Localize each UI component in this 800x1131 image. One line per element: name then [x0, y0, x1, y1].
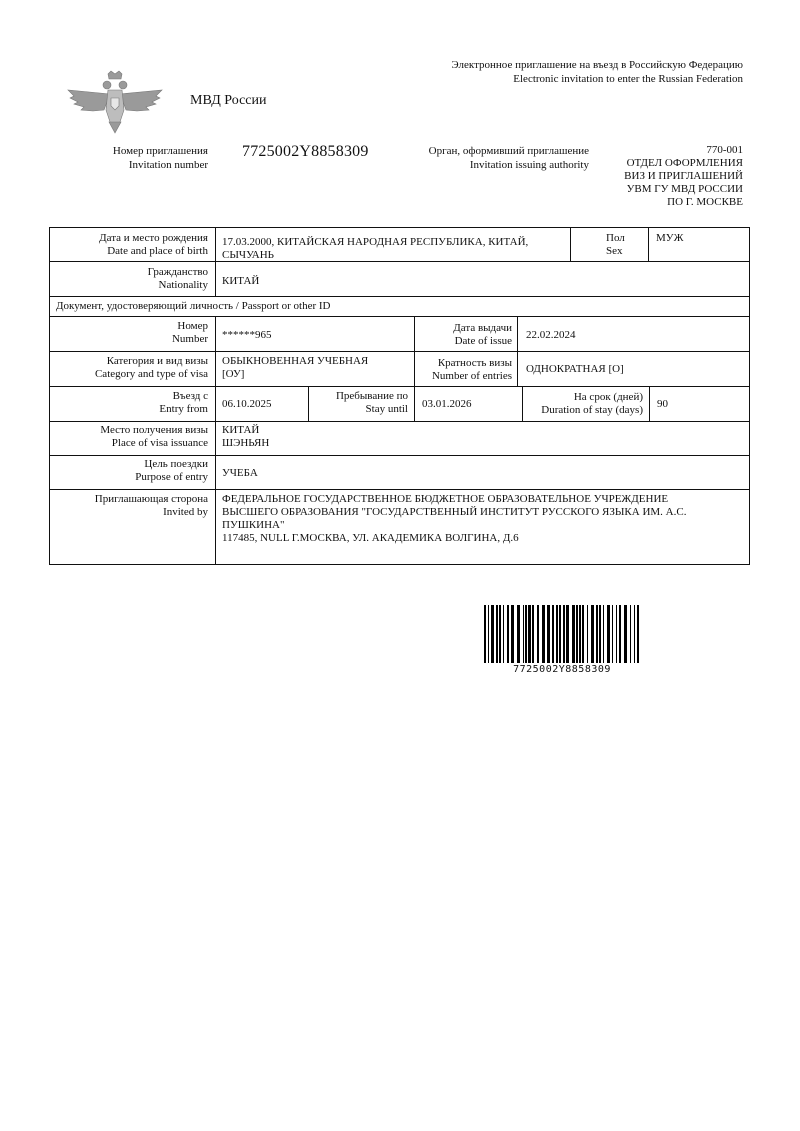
visa-type-value-line-1: ОБЫКНОВЕННАЯ УЧЕБНАЯ: [222, 355, 369, 367]
invited-by-value-line-2: ВЫСШЕГО ОБРАЗОВАНИЯ "ГОСУДАРСТВЕННЫЙ ИНСТИТУТ РУССКОГО ЯЗЫКА ИМ. А.С.: [222, 506, 687, 518]
duration-label-ru: На срок (дней): [573, 391, 643, 403]
visa-place-value-line-2: ШЭНЬЯН: [222, 437, 270, 449]
entry-from-label: [50, 390, 208, 416]
row-divider: [50, 421, 749, 422]
stay-until-label: [310, 390, 408, 416]
visa-place-label-ru: Место получения визы: [100, 424, 208, 436]
column-divider: [414, 386, 415, 421]
authority-line-4: ПО Г. МОСКВЕ: [667, 196, 743, 208]
authority-line-1: ОТДЕЛ ОФОРМЛЕНИЯ: [626, 157, 743, 169]
row-divider: [50, 489, 749, 490]
birth-value-line-1: 17.03.2000, КИТАЙСКАЯ НАРОДНАЯ РЕСПУБЛИКА, КИТАЙ,: [222, 236, 529, 248]
agency-name: МВД России: [190, 93, 267, 108]
column-divider: [570, 228, 571, 261]
issuing-authority-value: [624, 144, 743, 209]
column-divider: [649, 386, 650, 421]
stay-until-label-en: Stay until: [365, 403, 408, 415]
sex-label: [606, 232, 625, 258]
issuing-authority-label: [400, 144, 589, 172]
visa-type-value-line-2: [ОУ]: [222, 368, 245, 380]
issuing-authority-label-en: Invitation issuing authority: [469, 159, 589, 171]
invited-by-label: [50, 493, 208, 519]
nationality-label: [50, 266, 208, 292]
entry-from-value: 06.10.2025: [222, 398, 272, 410]
issue-date-value: 22.02.2024: [526, 329, 576, 341]
issue-date-label-en: Date of issue: [454, 335, 512, 347]
visa-type-value: [222, 355, 368, 381]
row-divider: [50, 386, 749, 387]
invitation-number-label-en: Invitation number: [128, 159, 208, 171]
invitation-number: 7725002Y8858309: [242, 143, 369, 160]
column-divider: [517, 316, 518, 386]
entry-from-label-en: Entry from: [159, 403, 208, 415]
invited-by-value-line-1: ФЕДЕРАЛЬНОЕ ГОСУДАРСТВЕННОЕ БЮДЖЕТНОЕ ОБРАЗОВАТЕЛЬНОЕ УЧРЕЖДЕНИЕ: [222, 493, 669, 505]
birth-label-ru: Дата и место рождения: [99, 232, 208, 244]
visa-type-label: [50, 355, 208, 381]
visa-type-label-ru: Категория и вид визы: [106, 355, 208, 367]
stay-until-value: 03.01.2026: [422, 398, 472, 410]
duration-value: 90: [657, 398, 668, 410]
invited-by-value-line-3: ПУШКИНА": [222, 519, 285, 531]
passport-number-value: ******965: [222, 329, 272, 341]
passport-number-label-ru: Номер: [177, 320, 208, 332]
sex-value: МУЖ: [656, 232, 684, 244]
birth-label-en: Date and place of birth: [107, 245, 208, 257]
document-section-title: Документ, удостоверяющий личность / Passport or other ID: [56, 300, 331, 312]
row-divider: [50, 351, 749, 352]
double-headed-eagle-emblem-icon: [66, 70, 164, 134]
row-divider: [50, 296, 749, 297]
purpose-label-ru: Цель поездки: [144, 458, 208, 470]
entries-label-en: Number of entries: [431, 370, 512, 382]
nationality-value: КИТАЙ: [222, 275, 260, 287]
passport-number-label: [50, 320, 208, 346]
stay-until-label-ru: Пребывание по: [335, 390, 408, 402]
sex-label-en: Sex: [606, 245, 623, 257]
authority-line-2: ВИЗ И ПРИГЛАШЕНИЙ: [624, 170, 743, 182]
entries-label-ru: Кратность визы: [437, 357, 512, 369]
visa-place-label: [50, 424, 208, 450]
invited-by-label-ru: Приглашающая сторона: [94, 493, 208, 505]
authority-code: 770-001: [706, 144, 743, 156]
visa-place-label-en: Place of visa issuance: [111, 437, 208, 449]
invited-by-value-line-4: 117485, NULL Г.МОСКВА, УЛ. АКАДЕМИКА ВОЛГИНА, Д.6: [222, 532, 519, 544]
row-divider: [50, 316, 749, 317]
invitation-form-table: [49, 227, 750, 565]
issue-date-label: [415, 322, 512, 348]
birth-label: [50, 232, 208, 258]
authority-line-3: УВМ ГУ МВД РОССИИ: [626, 183, 743, 195]
document-title: [451, 58, 743, 86]
visa-type-label-en: Category and type of visa: [94, 368, 208, 380]
invited-by-value: [222, 493, 747, 545]
purpose-label: [50, 458, 208, 484]
invited-by-label-en: Invited by: [163, 506, 208, 518]
entries-value: ОДНОКРАТНАЯ [О]: [526, 363, 624, 375]
purpose-value: УЧЕБА: [222, 467, 258, 479]
visa-place-value: [222, 424, 269, 450]
nationality-label-en: Nationality: [158, 279, 208, 291]
entries-label: [415, 357, 512, 383]
invitation-number-label: [60, 144, 208, 172]
passport-number-label-en: Number: [171, 333, 208, 345]
column-divider: [215, 228, 216, 296]
row-divider: [50, 455, 749, 456]
duration-label: [523, 391, 643, 417]
nationality-label-ru: Гражданство: [147, 266, 208, 278]
barcode-text: 7725002Y8858309: [513, 664, 611, 675]
entry-from-label-ru: Въезд с: [172, 390, 208, 402]
sex-label-ru: Пол: [606, 232, 625, 244]
purpose-label-en: Purpose of entry: [135, 471, 208, 483]
birth-value-line-2: СЫЧУАНЬ: [222, 249, 274, 261]
column-divider: [648, 228, 649, 261]
column-divider: [308, 386, 309, 421]
duration-label-en: Duration of stay (days): [541, 404, 643, 416]
issuing-authority-label-ru: Орган, оформивший приглашение: [428, 145, 589, 157]
invitation-number-label-ru: Номер приглашения: [112, 145, 208, 157]
visa-place-value-line-1: КИТАЙ: [222, 424, 260, 436]
barcode-icon: [484, 605, 640, 663]
issue-date-label-ru: Дата выдачи: [453, 322, 512, 334]
document-title-en: Electronic invitation to enter the Russian Federation: [513, 73, 743, 85]
document-title-ru: Электронное приглашение на въезд в Российскую Федерацию: [451, 59, 743, 71]
birth-value: [222, 236, 567, 262]
column-divider: [215, 316, 216, 564]
